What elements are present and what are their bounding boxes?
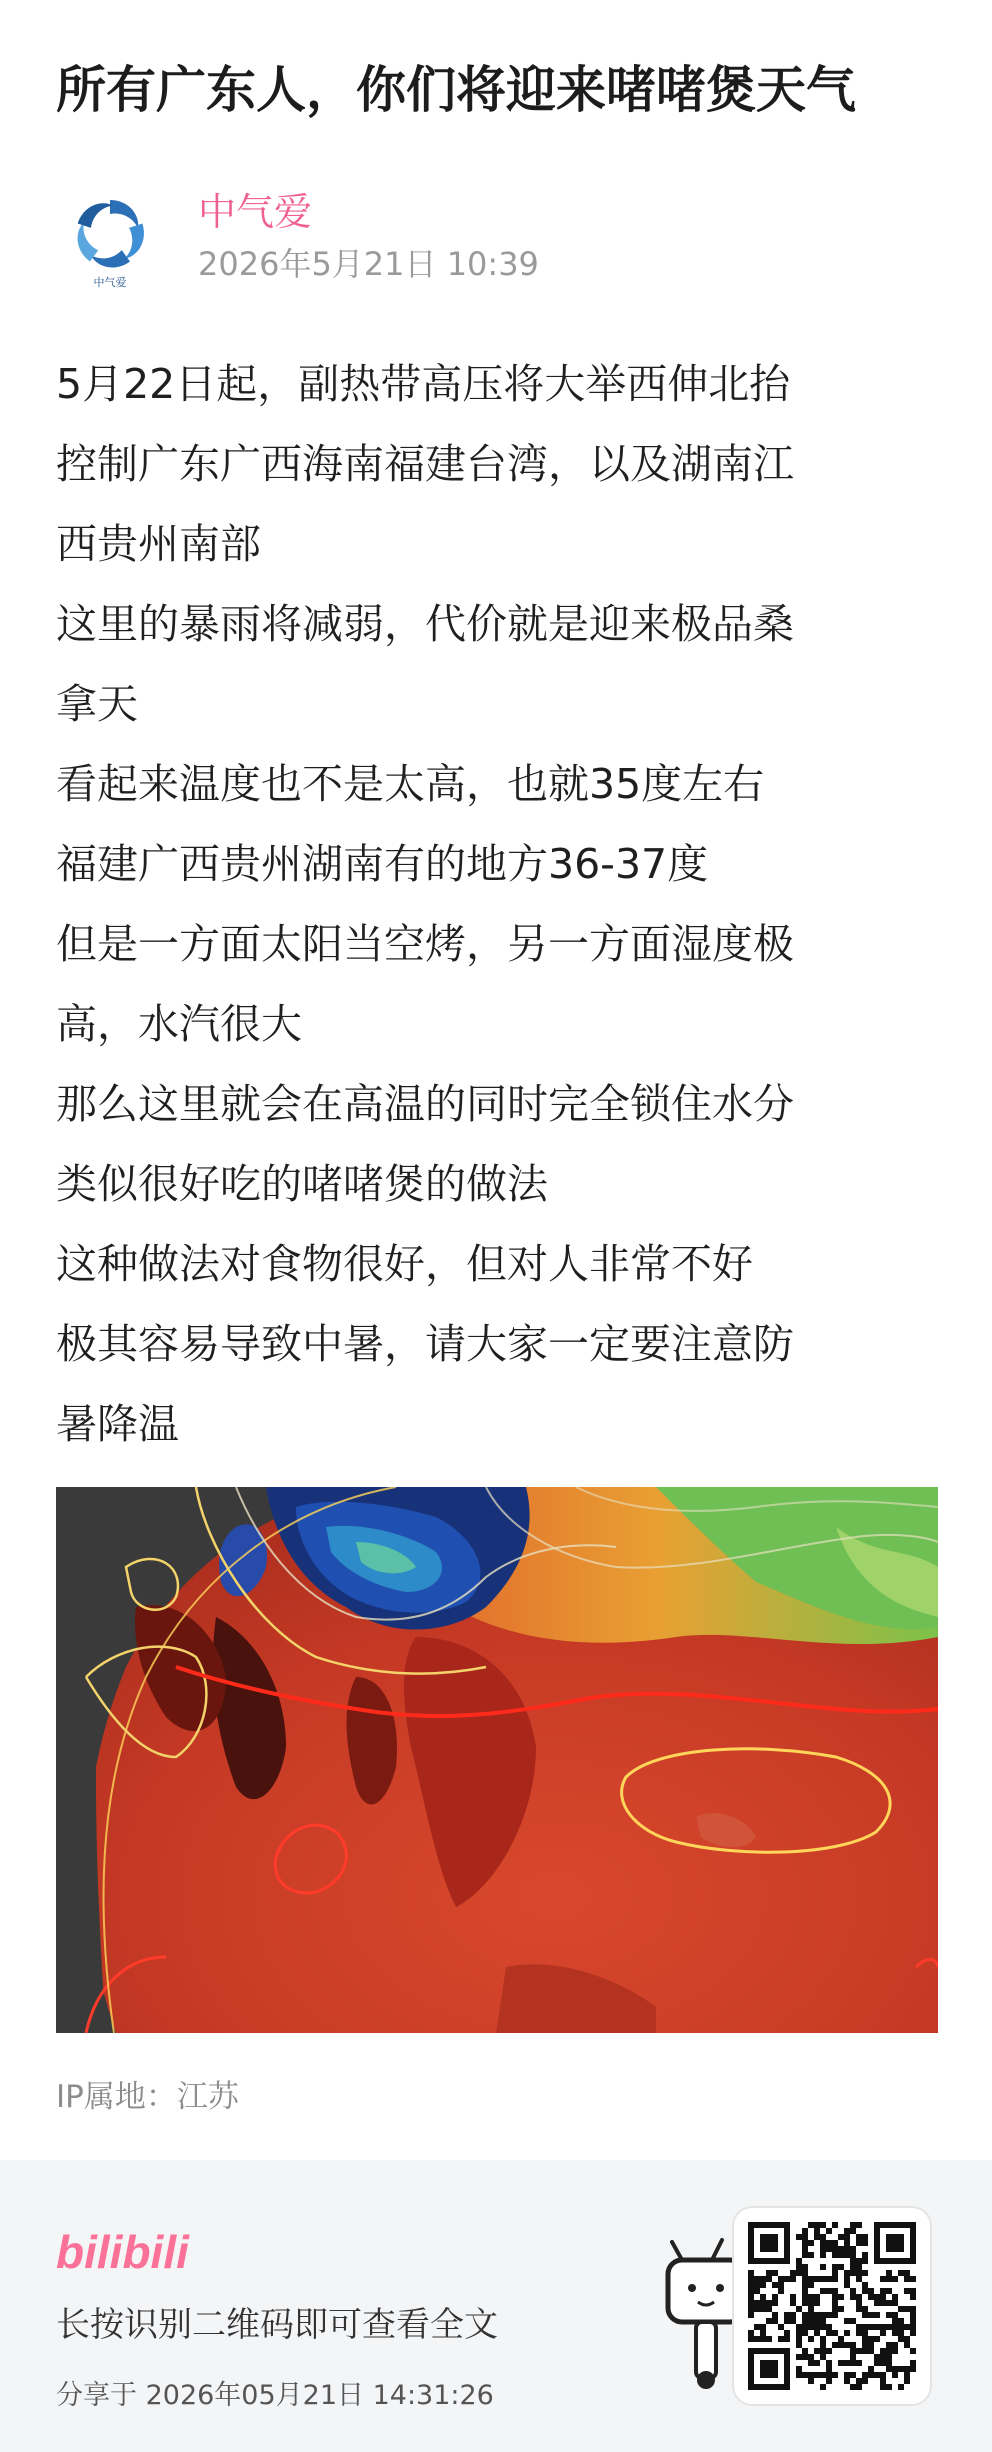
body-line: 看起来温度也不是太高，也就35度左右 xyxy=(56,760,765,808)
body-line: 极其容易导致中暑，请大家一定要注意防 xyxy=(56,1320,794,1368)
qr-hint-text: 长按识别二维码即可查看全文 xyxy=(56,2305,498,2345)
body-line: 控制广东广西海南福建台湾，以及湖南江 xyxy=(56,440,794,488)
avatar[interactable] xyxy=(56,188,164,296)
author-block[interactable] xyxy=(56,186,936,296)
weather-logo-icon xyxy=(56,188,164,296)
body-line: 西贵州南部 xyxy=(56,520,261,568)
body-line: 这种做法对食物很好，但对人非常不好 xyxy=(56,1240,753,1288)
body-line: 5月22日起，副热带高压将大举西伸北抬 xyxy=(56,360,791,408)
bilibili-logo-icon xyxy=(56,2222,196,2278)
avatar-logo-text: 中气爱 xyxy=(93,276,127,289)
ip-location: IP属地：江苏 xyxy=(56,2079,239,2115)
body-line: 那么这里就会在高温的同时完全锁住水分 xyxy=(56,1080,794,1128)
post-body xyxy=(56,344,936,1464)
body-line: 暑降温 xyxy=(56,1400,179,1448)
body-line: 拿天 xyxy=(56,680,138,728)
post-title: 所有广东人，你们将迎来啫啫煲天气 xyxy=(56,61,856,119)
temperature-map-image[interactable] xyxy=(56,1487,938,2033)
body-line: 福建广西贵州湖南有的地方36-37度 xyxy=(56,840,709,888)
share-timestamp: 分享于 2026年05月21日 14:31:26 xyxy=(56,2380,494,2411)
body-line: 类似很好吃的啫啫煲的做法 xyxy=(56,1160,548,1208)
body-line: 高，水汽很大 xyxy=(56,1000,302,1048)
body-line: 这里的暴雨将减弱，代价就是迎来极品桑 xyxy=(56,600,794,648)
body-line: 但是一方面太阳当空烤，另一方面湿度极 xyxy=(56,920,794,968)
post-timestamp: 2026年5月21日 10:39 xyxy=(198,245,539,283)
share-footer xyxy=(0,2160,992,2452)
bilibili-logo-text: bilibili xyxy=(56,2226,189,2278)
qr-code-icon xyxy=(748,2222,916,2390)
author-name[interactable]: 中气爱 xyxy=(198,190,313,234)
qr-code[interactable] xyxy=(734,2208,930,2404)
